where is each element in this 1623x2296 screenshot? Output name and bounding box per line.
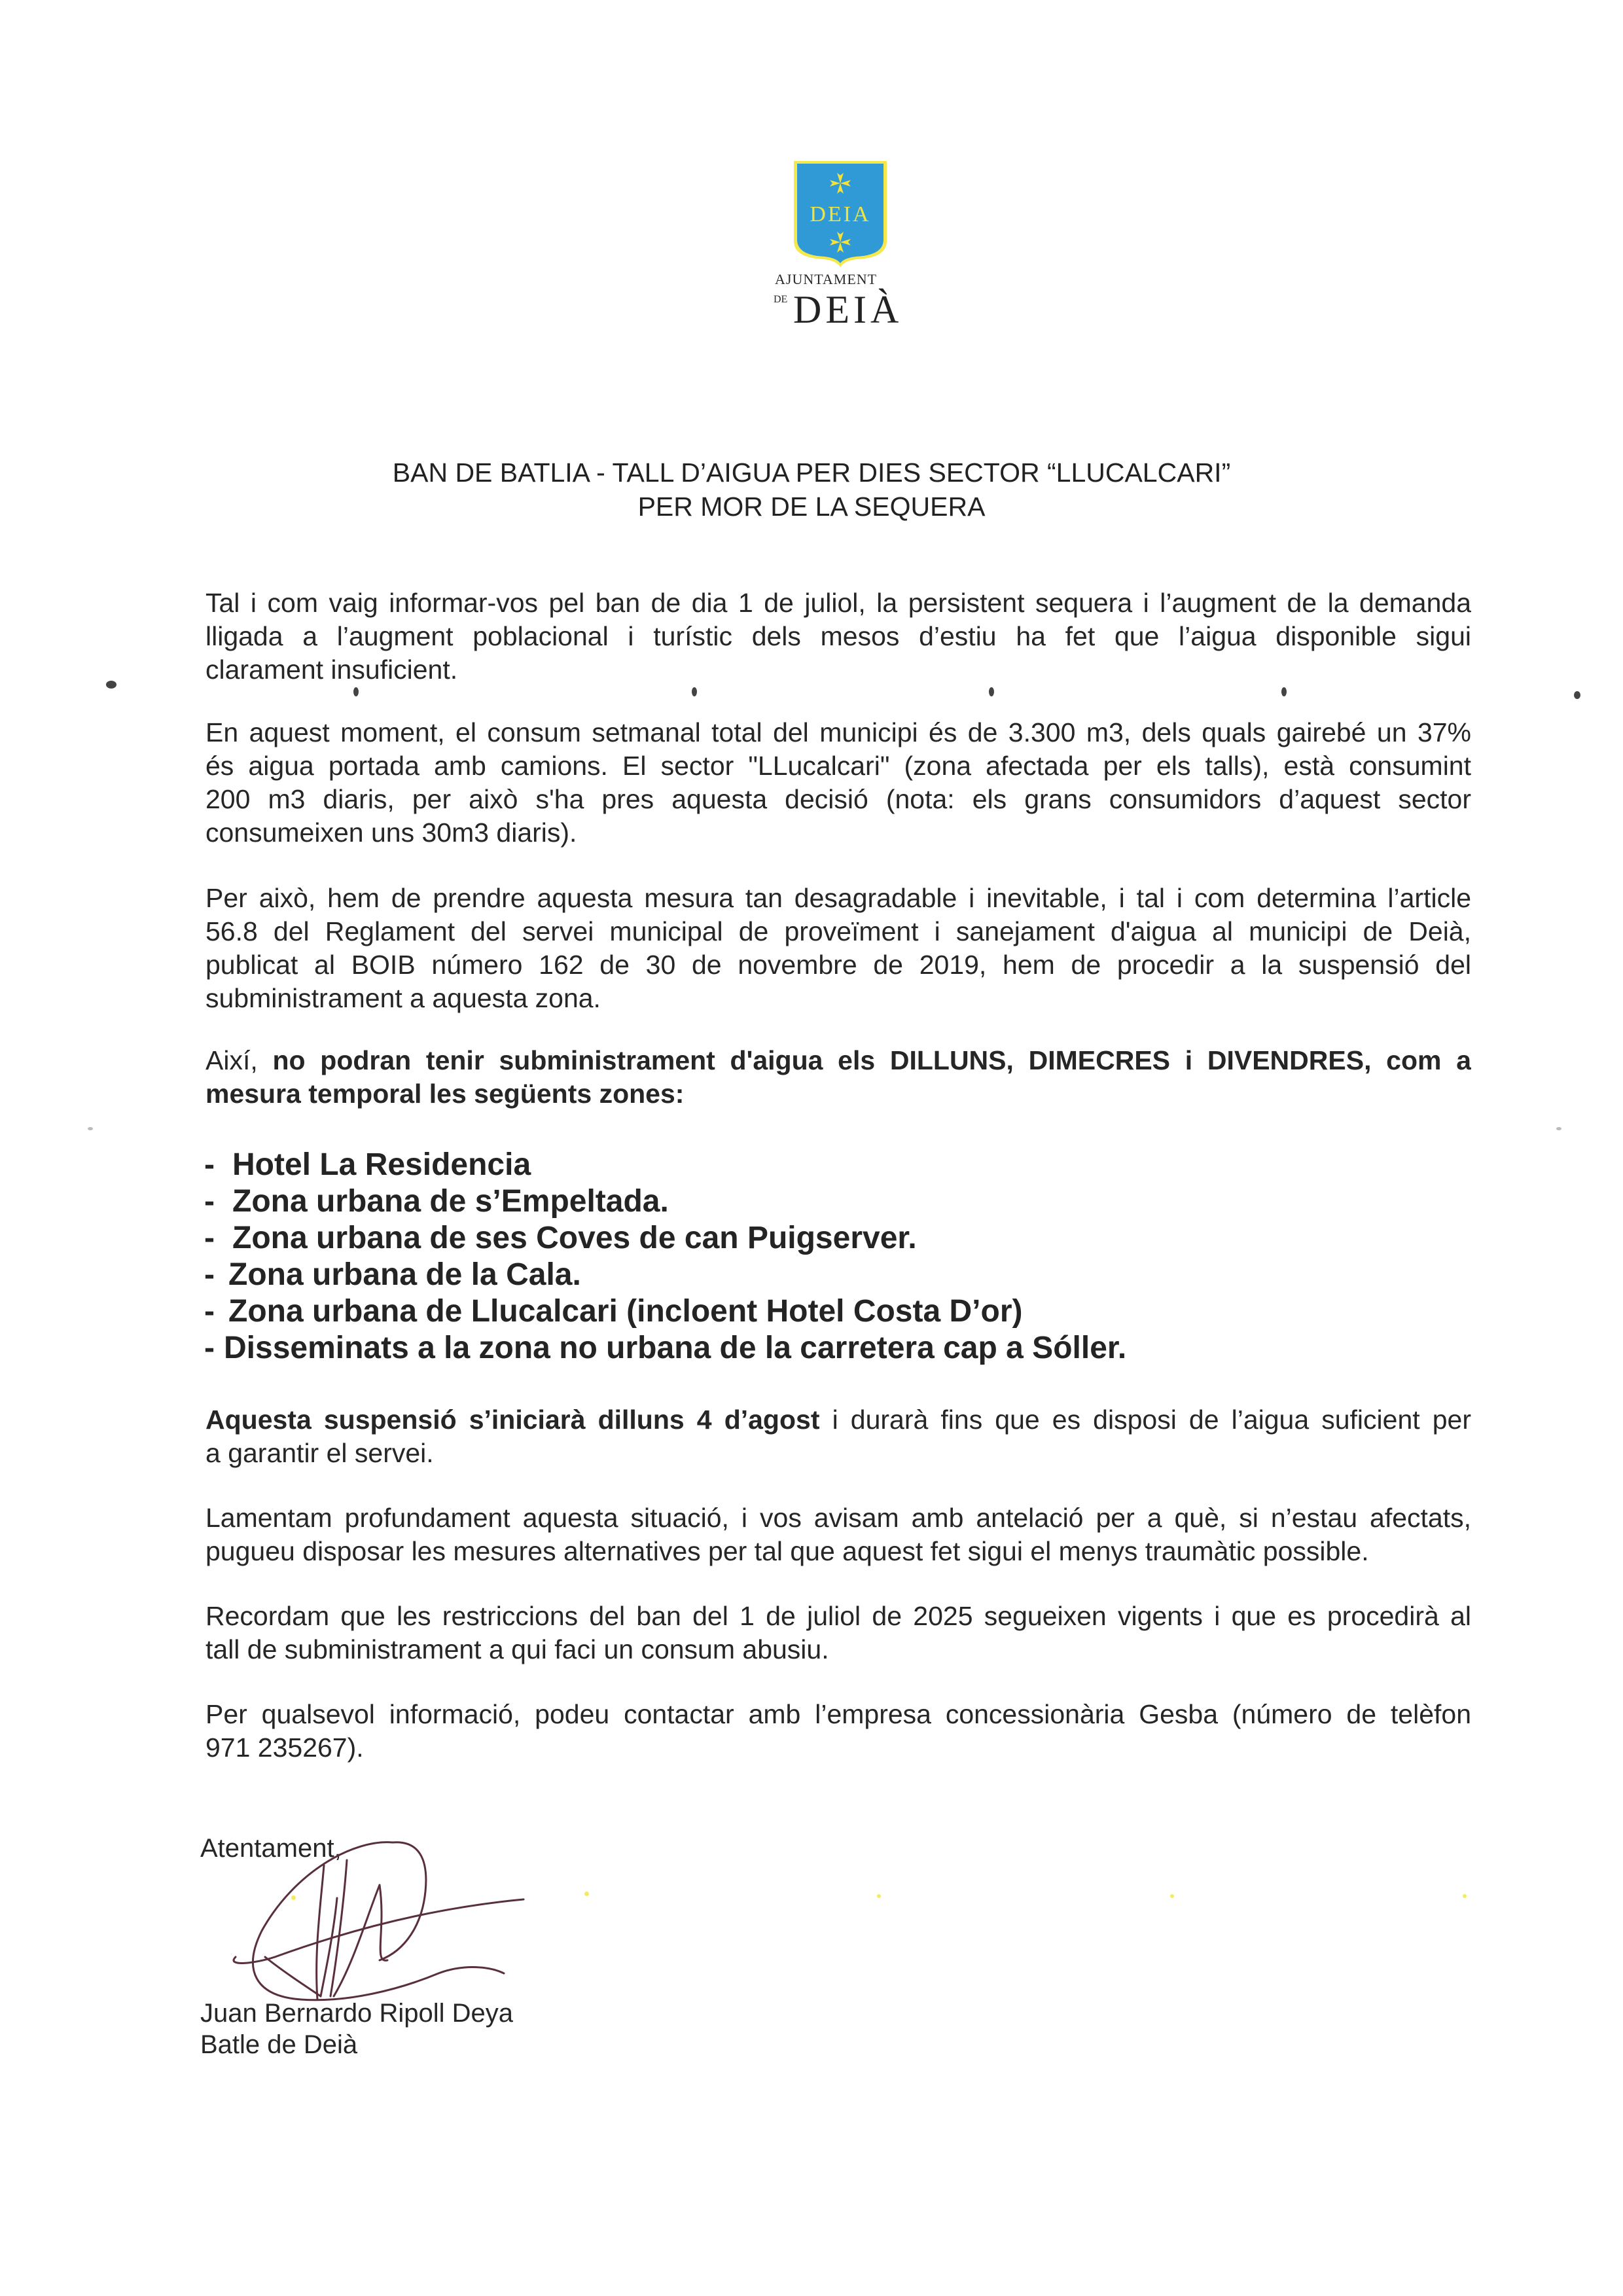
signer-name: Juan Bernardo Ripoll Deya <box>200 1999 514 2028</box>
paragraph-line <box>205 882 1471 915</box>
list-dash: - <box>204 1221 215 1255</box>
text-run: Tal i com vaig informar-vos pel ban de dia 1 de juliol, la persistent sequera i l’augment de la demanda <box>205 588 1471 618</box>
paragraph-contact <box>205 1698 1471 1765</box>
scan-speck <box>291 1895 296 1900</box>
bold-text: Aquesta suspensió s’iniciarà dilluns 4 d’agost <box>205 1405 820 1435</box>
paragraph-cut-days <box>205 1044 1471 1111</box>
paragraph-line <box>205 620 1471 653</box>
text-run: i durarà fins que es disposi de l’aigua suficient per <box>819 1405 1471 1435</box>
text-run: lligada a l’augment poblacional i turístic dels mesos d’estiu ha fet que l’aigua disponible sigui <box>205 621 1471 651</box>
zone-label: Hotel La Residencia <box>232 1147 531 1182</box>
zone-item <box>204 1293 1126 1330</box>
paragraph-context <box>205 586 1471 687</box>
paragraph-line <box>205 915 1471 948</box>
text-run: és aigua portada amb camions. El sector "LLucalcari" (zona afectada per els talls), està consumint <box>205 751 1471 781</box>
paragraph-line <box>205 1731 1471 1765</box>
logo-wordmark-de: DE <box>774 294 788 305</box>
paragraph-line <box>205 816 1471 850</box>
scan-speck <box>106 681 116 689</box>
bold-text: no podran tenir subministrament d'aigua els DILLUNS, DIMECRES i DIVENDRES, com a <box>272 1045 1471 1075</box>
text-run: Lamentam profundament aquesta situació, i vos avisam amb antelació per a què, si n’estau afectats, <box>205 1503 1471 1533</box>
list-dash: - <box>204 1184 215 1219</box>
paragraph-line <box>205 716 1471 749</box>
paragraph-line <box>205 1501 1471 1535</box>
list-dash: - <box>204 1147 215 1182</box>
zone-item <box>204 1183 1126 1220</box>
text-run: Per això, hem de prendre aquesta mesura tan desagradable i inevitable, i tal i com determina l’article <box>205 883 1471 913</box>
bold-text: mesura temporal les següents zones: <box>205 1079 685 1109</box>
paragraph-regulation <box>205 882 1471 1015</box>
scan-speck <box>1463 1894 1467 1898</box>
paragraph-line <box>205 982 1471 1015</box>
paragraph-line <box>205 1403 1471 1437</box>
zone-item <box>204 1220 1126 1257</box>
document-subtitle: PER MOR DE LA SEQUERA <box>637 492 986 522</box>
shield-text: DEIA <box>810 202 871 226</box>
text-run: publicat al BOIB número 162 de 30 de novembre de 2019, hem de procedir a la suspensió del <box>205 950 1471 980</box>
zone-label: Zona urbana de Llucalcari (incloent Hotel Costa D’or) <box>228 1294 1023 1329</box>
scan-speck <box>584 1892 589 1896</box>
scan-speck <box>692 687 697 696</box>
zone-item <box>204 1330 1126 1367</box>
document-title: BAN DE BATLIA - TALL D’AIGUA PER DIES SECTOR “LLUCALCARI” <box>392 457 1231 488</box>
paragraph-line <box>205 1698 1471 1731</box>
zone-label: Zona urbana de ses Coves de can Puigserver. <box>232 1221 917 1255</box>
paragraph-line <box>205 749 1471 783</box>
text-run: clarament insuficient. <box>205 655 458 685</box>
scan-speck <box>989 687 994 696</box>
scan-speck <box>1574 691 1580 699</box>
scan-speck <box>877 1894 881 1898</box>
paragraph-line <box>205 1535 1471 1568</box>
scan-speck <box>1170 1894 1174 1898</box>
text-run: En aquest moment, el consum setmanal total del municipi és de 3.300 m3, dels quals gairebé un 37% <box>205 717 1471 747</box>
paragraph-start-date <box>205 1403 1471 1470</box>
zone-item <box>204 1257 1126 1293</box>
scan-speck <box>1281 687 1287 696</box>
paragraph-line <box>205 1437 1471 1470</box>
text-run: subministrament a aquesta zona. <box>205 983 601 1013</box>
paragraph-line <box>205 1044 1471 1077</box>
text-run: tall de subministrament a qui faci un consum abusiu. <box>205 1634 829 1664</box>
paragraph-line <box>205 948 1471 982</box>
paragraph-line <box>205 653 1471 687</box>
zone-label: Zona urbana de la Cala. <box>228 1257 581 1292</box>
zone-item <box>204 1147 1126 1183</box>
text-run: Així, <box>205 1045 273 1075</box>
text-run: 200 m3 diaris, per això s'ha pres aquesta decisió (nota: els grans consumidors d’aquest sector <box>205 784 1471 814</box>
text-run: 971 235267). <box>205 1732 364 1763</box>
closing-salutation: Atentament, <box>200 1834 342 1863</box>
list-dash: - <box>204 1331 215 1365</box>
paragraph-line <box>205 1600 1471 1633</box>
paragraph-line <box>205 1633 1471 1666</box>
list-dash: - <box>204 1294 215 1329</box>
zone-label: Disseminats a la zona no urbana de la carretera cap a Sóller. <box>224 1331 1127 1365</box>
list-dash: - <box>204 1257 215 1292</box>
zone-label: Zona urbana de s’Empeltada. <box>232 1184 669 1219</box>
scan-speck <box>353 687 359 696</box>
text-run: consumeixen uns 30m3 diaris). <box>205 817 577 848</box>
scan-speck <box>1556 1127 1561 1130</box>
paragraph-line <box>205 586 1471 620</box>
affected-zones-list <box>204 1147 1126 1367</box>
scan-speck <box>88 1127 93 1130</box>
logo-wordmark-ajuntament: AJUNTAMENT <box>775 271 878 287</box>
logo-wordmark-deia: DEIÀ <box>793 288 903 331</box>
text-run: pugueu disposar les mesures alternatives per tal que aquest fet sigui el menys traumàtic possible. <box>205 1536 1369 1566</box>
coat-of-arms-shield-icon <box>766 154 923 270</box>
paragraph-restrictions-reminder <box>205 1600 1471 1666</box>
paragraph-consumption <box>205 716 1471 850</box>
paragraph-line <box>205 1077 1471 1111</box>
text-run: Per qualsevol informació, podeu contactar amb l’empresa concessionària Gesba (número de telèfon <box>205 1699 1471 1729</box>
handwritten-signature <box>216 1833 543 2022</box>
paragraph-apology <box>205 1501 1471 1568</box>
text-run: 56.8 del Reglament del servei municipal de proveïment i sanejament d'aigua al municipi de Deià, <box>205 916 1471 946</box>
signer-title: Batle de Deià <box>200 2030 358 2059</box>
paragraph-line <box>205 783 1471 816</box>
municipal-logo <box>766 154 923 344</box>
text-run: a garantir el servei. <box>205 1438 434 1468</box>
text-run: Recordam que les restriccions del ban del 1 de juliol de 2025 segueixen vigents i que es procedirà al <box>205 1601 1471 1631</box>
